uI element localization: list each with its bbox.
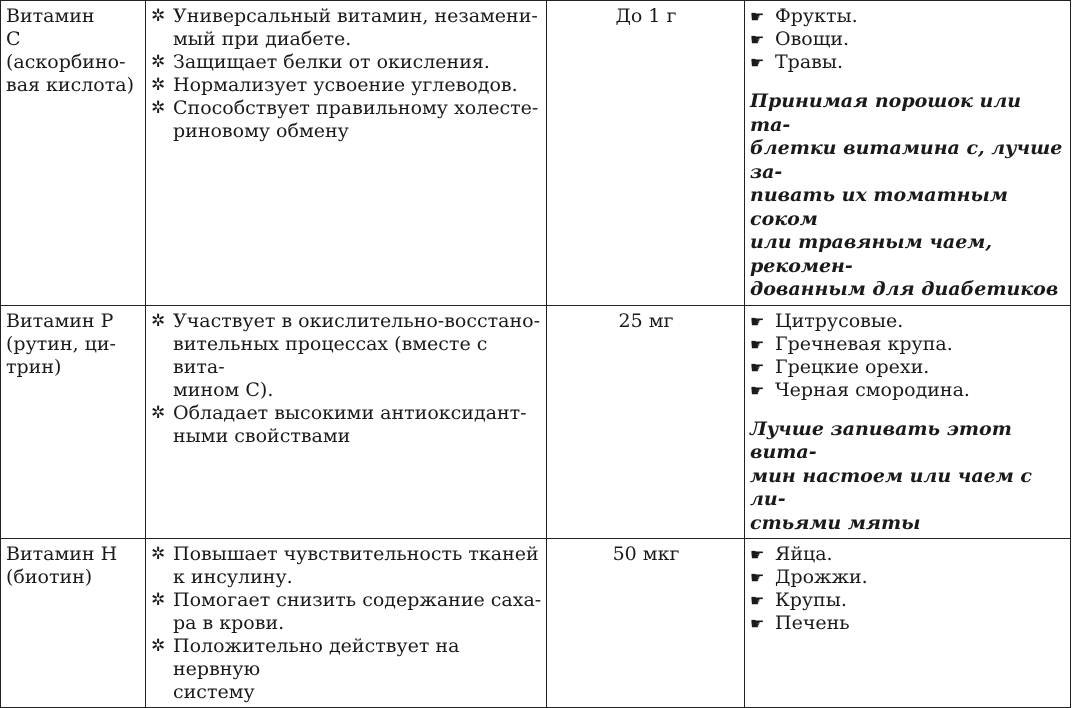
- properties-cell: [146, 539, 547, 708]
- pointing-hand-icon: ☛: [750, 545, 765, 564]
- sources-cell: [745, 539, 1071, 708]
- intake-note: [750, 90, 1066, 302]
- property-text: Положительно действует на нервную: [173, 635, 460, 680]
- pointing-hand-icon: ☛: [750, 568, 765, 587]
- property-item: [151, 310, 542, 402]
- property-item: [151, 51, 542, 74]
- note-line: стьями мяты: [750, 511, 921, 534]
- property-text: Повышает чувствительность тканей: [173, 543, 539, 565]
- source-text: Цитрусовые.: [775, 309, 904, 332]
- sources-cell: [745, 305, 1071, 539]
- pointing-hand-icon: ☛: [750, 357, 765, 377]
- property-text: вительных процессах (вместе с вита-: [173, 332, 488, 378]
- vitamin-name-line: С (аскорбино-: [6, 28, 126, 73]
- table-row-vitamin-h: [1, 539, 1071, 708]
- property-text: мый при диабете.: [173, 28, 352, 50]
- property-text: Защищает белки от окисления.: [173, 51, 490, 73]
- vitamin-name-line: Витамин Р: [6, 309, 114, 332]
- pointing-hand-icon: ☛: [750, 311, 765, 331]
- source-item: [750, 51, 1066, 74]
- vitamin-name-cell: [1, 305, 146, 539]
- sun-bullet-icon: ✲: [151, 590, 166, 610]
- source-text: Гречневая крупа.: [775, 332, 953, 355]
- note-line: дованным для диабетиков: [750, 278, 1059, 300]
- property-text: ными свойствами: [173, 424, 351, 447]
- intake-note: [750, 418, 1066, 536]
- pointing-hand-icon: ☛: [750, 7, 765, 26]
- source-text: Яйца.: [775, 543, 833, 565]
- sun-bullet-icon: ✲: [151, 636, 166, 656]
- property-item: [151, 635, 542, 704]
- property-text: систему: [173, 681, 255, 703]
- source-text: Дрожжи.: [775, 566, 868, 588]
- note-line: пивать их томатным соком: [750, 184, 1008, 230]
- table-row-vitamin-c: [1, 1, 1071, 306]
- source-item: [750, 333, 1066, 356]
- pointing-hand-icon: ☛: [750, 53, 765, 72]
- dose-cell: 50 мкг: [547, 539, 745, 708]
- property-text: к инсулину.: [173, 566, 293, 588]
- vitamin-name-line: (биотин): [6, 566, 93, 588]
- source-item: [750, 612, 1066, 635]
- property-text: Способствует правильному холесте-: [173, 97, 539, 119]
- sun-bullet-icon: ✲: [151, 75, 166, 95]
- property-text: мином С).: [173, 378, 274, 401]
- property-text: Универсальный витамин, незамени-: [173, 5, 538, 27]
- property-item: [151, 402, 542, 448]
- note-line: мин настоем или чаем с ли-: [750, 464, 1032, 510]
- sun-bullet-icon: ✲: [151, 310, 166, 331]
- property-item: [151, 74, 542, 97]
- property-text: Обладает высокими антиоксидант-: [173, 401, 527, 424]
- source-text: Овощи.: [775, 28, 850, 50]
- property-item: [151, 543, 542, 589]
- sun-bullet-icon: ✲: [151, 6, 166, 26]
- source-item: [750, 589, 1066, 612]
- note-line: блетки витамина с, лучше за-: [750, 137, 1063, 183]
- note-line: или травяным чаем, рекомен-: [750, 231, 992, 277]
- sun-bullet-icon: ✲: [151, 98, 166, 118]
- property-text: Нормализует усвоение углеводов.: [173, 74, 518, 96]
- vitamin-name-line: трин): [6, 355, 62, 378]
- property-item: [151, 5, 542, 51]
- source-text: Крупы.: [775, 589, 847, 611]
- note-line: Лучше запивать этот вита-: [750, 417, 1012, 463]
- dose-cell: 25 мг: [547, 305, 745, 539]
- property-item: [151, 97, 542, 143]
- source-text: Травы.: [775, 51, 844, 73]
- source-item: [750, 379, 1066, 402]
- source-text: Черная смородина.: [775, 378, 970, 401]
- note-line: Принимая порошок или та-: [750, 90, 1022, 136]
- property-item: [151, 589, 542, 635]
- vitamin-name-line: (рутин, ци-: [6, 332, 116, 355]
- property-text: Помогает снизить содержание саха-: [173, 589, 542, 611]
- source-item: [750, 5, 1066, 28]
- property-text: риновому обмену: [173, 120, 349, 142]
- source-item: [750, 310, 1066, 333]
- pointing-hand-icon: ☛: [750, 614, 765, 633]
- vitamin-name-line: вая кислота): [6, 74, 134, 96]
- sun-bullet-icon: ✲: [151, 402, 166, 423]
- vitamin-name-line: Витамин: [6, 5, 95, 27]
- vitamin-name-line: Витамин Н: [6, 543, 118, 565]
- pointing-hand-icon: ☛: [750, 591, 765, 610]
- properties-cell: [146, 1, 547, 306]
- property-text: Участвует в окислительно-восстано-: [173, 309, 541, 332]
- properties-cell: [146, 305, 547, 539]
- sun-bullet-icon: ✲: [151, 52, 166, 72]
- dose-cell: До 1 г: [547, 1, 745, 306]
- source-item: [750, 566, 1066, 589]
- source-item: [750, 356, 1066, 379]
- source-text: Печень: [775, 612, 850, 634]
- source-text: Фрукты.: [775, 5, 858, 27]
- source-item: [750, 28, 1066, 51]
- vitamin-name-cell: [1, 539, 146, 708]
- sun-bullet-icon: ✲: [151, 544, 166, 564]
- table-row-vitamin-p: [1, 305, 1071, 539]
- sources-cell: [745, 1, 1071, 306]
- pointing-hand-icon: ☛: [750, 380, 765, 400]
- property-text: ра в крови.: [173, 612, 285, 634]
- pointing-hand-icon: ☛: [750, 30, 765, 49]
- source-text: Грецкие орехи.: [775, 355, 930, 378]
- vitamin-name-cell: [1, 1, 146, 306]
- source-item: [750, 543, 1066, 566]
- pointing-hand-icon: ☛: [750, 334, 765, 354]
